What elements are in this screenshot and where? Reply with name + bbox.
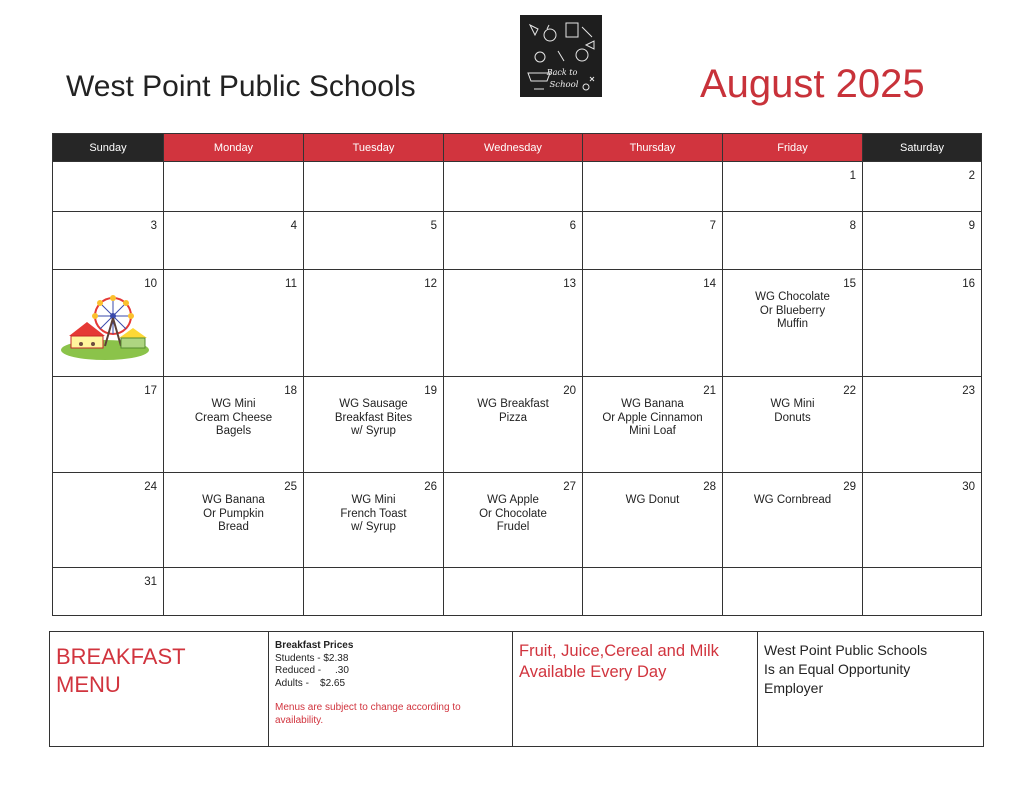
breakfast-menu-item: WG Donut bbox=[625, 494, 680, 506]
day-number: 9 bbox=[968, 220, 975, 232]
day-number: 2 bbox=[968, 170, 975, 182]
day-number: 10 bbox=[144, 278, 157, 290]
price-students bbox=[275, 653, 512, 666]
calendar-day-cell bbox=[583, 473, 723, 568]
calendar-day-cell bbox=[863, 162, 982, 212]
breakfast-menu-label: BREAKFAST MENU bbox=[56, 644, 186, 697]
header-saturday: Saturday bbox=[863, 134, 982, 162]
calendar-day-cell bbox=[723, 473, 863, 568]
calendar-day-cell bbox=[583, 377, 723, 473]
calendar-day-cell bbox=[723, 270, 863, 377]
calendar-empty-cell bbox=[583, 162, 723, 212]
calendar-week-row bbox=[53, 270, 982, 377]
breakfast-menu-item: WG Breakfast Pizza bbox=[477, 398, 549, 424]
menu-change-disclaimer: Menus are subject to change according to availability. bbox=[275, 702, 461, 726]
calendar-day-cell bbox=[863, 473, 982, 568]
calendar-day-cell bbox=[723, 377, 863, 473]
month-year-title: August 2025 bbox=[700, 62, 925, 106]
calendar-empty-cell bbox=[444, 568, 583, 616]
calendar-week-row bbox=[53, 568, 982, 616]
price-reduced bbox=[275, 665, 512, 678]
calendar-day-cell bbox=[583, 212, 723, 270]
day-number: 20 bbox=[563, 385, 576, 397]
calendar-day-cell bbox=[53, 377, 164, 473]
calendar-day-cell bbox=[723, 162, 863, 212]
calendar-day-cell bbox=[723, 212, 863, 270]
day-number: 27 bbox=[563, 481, 576, 493]
calendar-day-cell bbox=[863, 377, 982, 473]
day-number: 8 bbox=[849, 220, 856, 232]
header-thursday: Thursday bbox=[583, 134, 723, 162]
breakfast-menu-item: WG Sausage Breakfast Bites w/ Syrup bbox=[334, 398, 413, 437]
calendar-week-row bbox=[53, 473, 982, 568]
breakfast-menu-item: WG Mini Cream Cheese Bagels bbox=[194, 398, 273, 437]
breakfast-menu-item: WG Mini French Toast w/ Syrup bbox=[340, 494, 407, 533]
day-number: 5 bbox=[430, 220, 437, 232]
day-number: 24 bbox=[144, 481, 157, 493]
calendar-week-row bbox=[53, 162, 982, 212]
logo-text-school: School bbox=[549, 80, 579, 90]
calendar-week-row bbox=[53, 377, 982, 473]
breakfast-menu-item: WG Chocolate Or Blueberry Muffin bbox=[755, 291, 830, 330]
breakfast-menu-item: WG Banana Or Pumpkin Bread bbox=[202, 494, 265, 533]
day-number: 12 bbox=[424, 278, 437, 290]
availability-cell bbox=[513, 632, 758, 747]
calendar-empty-cell bbox=[723, 568, 863, 616]
calendar-day-cell bbox=[53, 568, 164, 616]
calendar-day-cell bbox=[583, 270, 723, 377]
header-sunday: Sunday bbox=[53, 134, 164, 162]
header-monday: Monday bbox=[164, 134, 304, 162]
day-number: 14 bbox=[703, 278, 716, 290]
prices-heading: Breakfast Prices bbox=[275, 640, 354, 651]
calendar-day-cell bbox=[304, 212, 444, 270]
breakfast-menu-cell bbox=[50, 632, 269, 747]
header-tuesday: Tuesday bbox=[304, 134, 444, 162]
calendar-day-cell bbox=[164, 212, 304, 270]
day-number: 30 bbox=[962, 481, 975, 493]
calendar-day-cell bbox=[53, 473, 164, 568]
calendar-grid bbox=[52, 133, 982, 616]
breakfast-menu-item: WG Mini Donuts bbox=[770, 398, 815, 424]
day-number: 15 bbox=[843, 278, 856, 290]
header-friday: Friday bbox=[723, 134, 863, 162]
day-number: 7 bbox=[709, 220, 716, 232]
day-number: 1 bbox=[849, 170, 856, 182]
county-fair-icon bbox=[59, 290, 151, 365]
calendar-empty-cell bbox=[164, 162, 304, 212]
calendar-day-cell bbox=[444, 212, 583, 270]
back-to-school-logo bbox=[520, 15, 602, 97]
calendar-day-cell bbox=[444, 377, 583, 473]
school-name: West Point Public Schools bbox=[66, 70, 416, 103]
day-number: 31 bbox=[144, 576, 157, 588]
day-number: 29 bbox=[843, 481, 856, 493]
equal-opportunity-cell bbox=[758, 632, 984, 747]
calendar-empty-cell bbox=[53, 162, 164, 212]
calendar-empty-cell bbox=[863, 568, 982, 616]
prices-cell bbox=[269, 632, 513, 747]
day-number: 19 bbox=[424, 385, 437, 397]
price-label: Reduced - bbox=[275, 665, 336, 676]
day-number: 17 bbox=[144, 385, 157, 397]
calendar-day-cell bbox=[863, 212, 982, 270]
calendar-day-cell bbox=[444, 473, 583, 568]
calendar-day-cell bbox=[304, 473, 444, 568]
day-number: 18 bbox=[284, 385, 297, 397]
price-value: $2.65 bbox=[320, 677, 346, 689]
price-label: Students - bbox=[275, 652, 324, 664]
day-number: 25 bbox=[284, 481, 297, 493]
calendar-day-cell bbox=[164, 270, 304, 377]
breakfast-menu-item: WG Cornbread bbox=[753, 494, 832, 506]
breakfast-menu-item: WG Apple Or Chocolate Frudel bbox=[479, 494, 547, 533]
calendar-week-row bbox=[53, 212, 982, 270]
day-number: 28 bbox=[703, 481, 716, 493]
breakfast-menu-item: WG Banana Or Apple Cinnamon Mini Loaf bbox=[602, 398, 703, 437]
calendar-day-cell bbox=[444, 270, 583, 377]
logo-text-back: Back to bbox=[546, 68, 578, 77]
calendar-empty-cell bbox=[444, 162, 583, 212]
footer-info-table bbox=[49, 631, 984, 747]
calendar-empty-cell bbox=[304, 568, 444, 616]
day-number: 6 bbox=[569, 220, 576, 232]
day-number: 11 bbox=[285, 278, 297, 290]
day-number: 23 bbox=[962, 385, 975, 397]
price-value: .30 bbox=[335, 665, 349, 676]
day-number: 3 bbox=[150, 220, 157, 232]
header-wednesday: Wednesday bbox=[444, 134, 583, 162]
day-number: 4 bbox=[290, 220, 297, 232]
day-number: 13 bbox=[563, 278, 576, 290]
calendar-day-cell bbox=[304, 270, 444, 377]
day-number: 16 bbox=[962, 278, 975, 290]
calendar-day-cell bbox=[164, 473, 304, 568]
calendar-empty-cell bbox=[164, 568, 304, 616]
day-number: 26 bbox=[424, 481, 437, 493]
daily-availability-note: Fruit, Juice,Cereal and Milk Available Every Day bbox=[519, 642, 719, 681]
price-value: $2.38 bbox=[323, 652, 349, 664]
equal-opportunity-statement: West Point Public Schools Is an Equal Opportunity Employer bbox=[764, 642, 928, 696]
day-number: 21 bbox=[703, 385, 716, 397]
calendar-day-cell bbox=[304, 377, 444, 473]
weekday-header-row bbox=[53, 134, 982, 162]
price-adults bbox=[275, 678, 512, 691]
calendar-empty-cell bbox=[583, 568, 723, 616]
calendar-empty-cell bbox=[304, 162, 444, 212]
price-label: Adults - bbox=[275, 677, 321, 689]
calendar-day-cell bbox=[53, 212, 164, 270]
calendar-day-cell bbox=[164, 377, 304, 473]
calendar-day-cell bbox=[863, 270, 982, 377]
calendar-day-cell bbox=[53, 270, 164, 377]
day-number: 22 bbox=[843, 385, 856, 397]
